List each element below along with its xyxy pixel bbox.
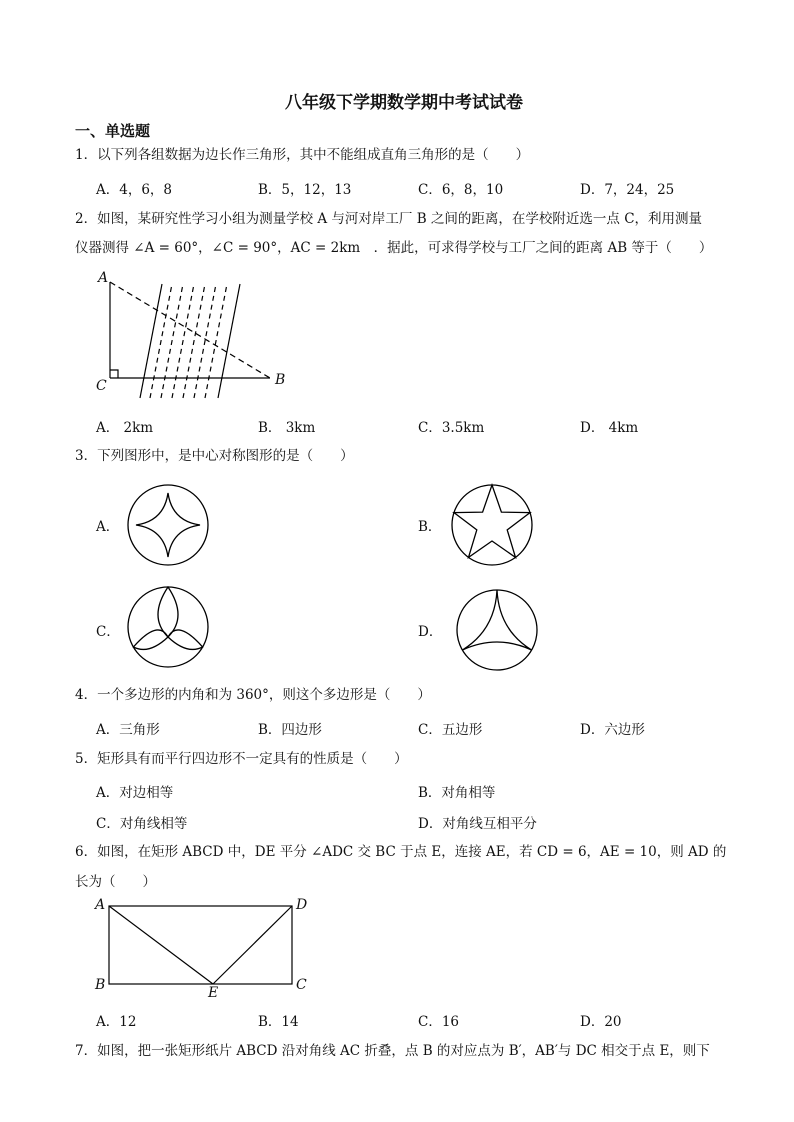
question-3-option-a[interactable]: A． — [96, 519, 120, 535]
rect-label-b: B — [95, 977, 106, 993]
question-1-option-b[interactable]: B．5，12，13 — [258, 182, 352, 198]
rect-label-a: A — [95, 897, 106, 913]
river-line — [150, 284, 172, 398]
question-5-option-d[interactable]: D．对角线互相平分 — [418, 816, 537, 832]
question-2-figure — [90, 268, 300, 408]
question-4-option-d[interactable]: D．六边形 — [580, 722, 645, 738]
page-title: 八年级下学期数学期中考试试卷 — [285, 93, 523, 113]
point-label-a: A — [98, 270, 109, 286]
question-6-option-c[interactable]: C．16 — [418, 1014, 460, 1030]
rectangle-abcd — [109, 906, 292, 984]
question-2-option-d[interactable]: D． 4km — [580, 420, 639, 436]
question-5-option-b[interactable]: B．对角相等 — [418, 785, 496, 801]
question-7-text: 7．如图，把一张矩形纸片 ABCD 沿对角线 AC 折叠，点 B 的对应点为 B′，AB′与 DC 相交于点 E，则下 — [75, 1043, 710, 1059]
question-6-option-d[interactable]: D．20 — [580, 1014, 622, 1030]
question-1-option-c[interactable]: C．6，8，10 — [418, 182, 504, 198]
river-bank-left — [140, 284, 162, 398]
question-3-text: 3．下列图形中，是中心对称图形的是（ ） — [75, 448, 354, 464]
figure-d-circle-concave-triangle — [455, 588, 539, 672]
question-6-line-2: 长为（ ） — [75, 874, 156, 890]
section-heading: 一、单选题 — [75, 122, 151, 140]
question-2-option-a[interactable]: A． 2km — [96, 420, 154, 436]
segment-ae — [109, 906, 213, 984]
point-label-c: C — [96, 378, 107, 394]
segment-de — [213, 906, 292, 984]
figure-b-circle-star — [450, 483, 534, 567]
river-line — [183, 284, 205, 398]
question-3-option-c[interactable]: C． — [96, 624, 120, 640]
question-5-text: 5．矩形具有而平行四边形不一定具有的性质是（ ） — [75, 751, 408, 767]
question-1-text: 1．以下列各组数据为边长作三角形，其中不能组成直角三角形的是（ ） — [75, 147, 530, 163]
question-1-option-d[interactable]: D．7，24，25 — [580, 182, 675, 198]
question-2-option-c[interactable]: C．3.5km — [418, 420, 485, 436]
river-line — [161, 284, 183, 398]
question-6-option-a[interactable]: A．12 — [96, 1014, 137, 1030]
rect-label-d: D — [296, 897, 308, 913]
question-6-line-1: 6．如图，在矩形 ABCD 中，DE 平分 ∠ADC 交 BC 于点 E，连接 AE，若 CD = 6，AE = 10，则 AD 的 — [75, 844, 727, 860]
question-5-option-c[interactable]: C．对角线相等 — [96, 816, 188, 832]
question-3-option-d[interactable]: D． — [418, 624, 443, 640]
rect-label-c: C — [296, 977, 307, 993]
question-4-option-c[interactable]: C．五边形 — [418, 722, 483, 738]
question-1-option-a[interactable]: A．4，6，8 — [96, 182, 173, 198]
question-6-option-b[interactable]: B．14 — [258, 1014, 299, 1030]
rect-label-e: E — [208, 985, 219, 1001]
right-angle-mark — [110, 370, 118, 378]
question-2-line-1: 2．如图，某研究性学习小组为测量学校 A 与河对岸工厂 B 之间的距离，在学校附近选一点 C，利用测量 — [75, 211, 703, 227]
figure-a-circle-concave-square — [126, 483, 210, 567]
river-line — [172, 284, 194, 398]
segment-ab — [110, 282, 270, 378]
figure-c-circle-three-petals — [126, 585, 210, 669]
question-3-option-b[interactable]: B． — [418, 519, 442, 535]
question-4-text: 4．一个多边形的内角和为 360°，则这个多边形是（ ） — [75, 687, 431, 703]
question-5-option-a[interactable]: A．对边相等 — [96, 785, 174, 801]
point-label-b: B — [275, 372, 286, 388]
river-line — [194, 284, 216, 398]
question-4-option-a[interactable]: A．三角形 — [96, 722, 160, 738]
question-2-line-2: 仪器测得 ∠A = 60°，∠C = 90°，AC = 2km ．据此，可求得学校与工厂之间的距离 AB 等于（ ） — [75, 240, 713, 256]
question-2-option-b[interactable]: B． 3km — [258, 420, 316, 436]
river-bank-right — [218, 284, 240, 398]
question-4-option-b[interactable]: B．四边形 — [258, 722, 322, 738]
